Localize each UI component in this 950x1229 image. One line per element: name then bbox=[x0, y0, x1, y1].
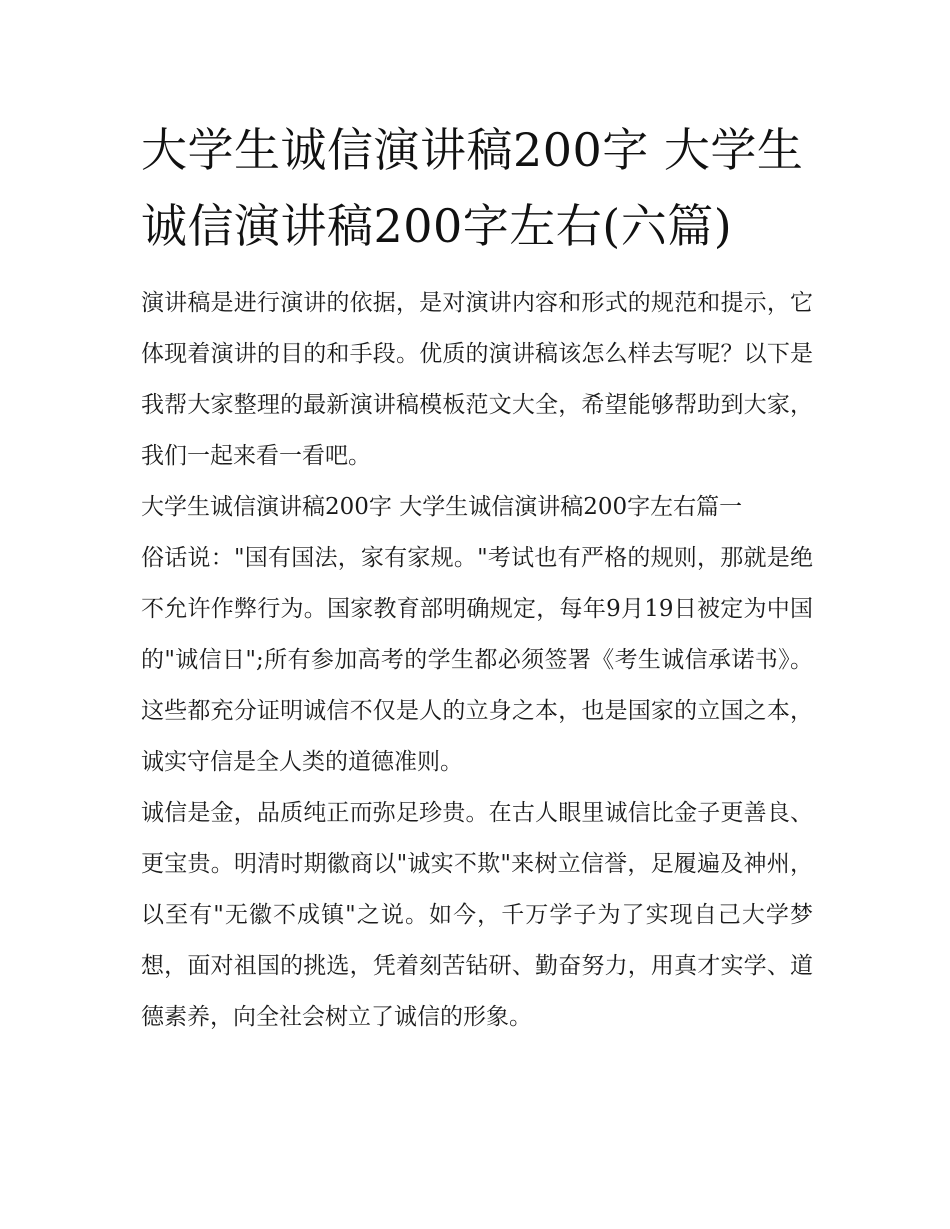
body-paragraph: 俗话说："国有国法，家有家规。"考试也有严格的规则，那就是绝不允许作弊行为。国家教育部明确规定，每年9月19日被定为中国的"诚信日";所有参加高考的学生都必须签署《考生诚信承诺书》。这些都充分证明诚信不仅是人的立身之本，也是国家的立国之本，诚实守信是全人类的道德准则。 bbox=[141, 545, 813, 775]
section-heading: 大学生诚信演讲稿200字 大学生诚信演讲稿200字左右篇一 bbox=[141, 494, 743, 520]
intro-paragraph: 演讲稿是进行演讲的依据，是对演讲内容和形式的规范和提示，它体现着演讲的目的和手段。优质的演讲稿该怎么样去写呢？以下是我帮大家整理的最新演讲稿模板范文大全，希望能够帮助到大家，我们一起来看一看吧。 bbox=[141, 290, 813, 469]
body-paragraph: 诚信是金，品质纯正而弥足珍贵。在古人眼里诚信比金子更善良、更宝贵。明清时期徽商以"诚实不欺"来树立信誉，足履遍及神州，以至有"无徽不成镇"之说。如今，千万学子为了实现自己大学梦想，面对祖国的挑选，凭着刻苦钻研、勤奋努力，用真才实学、道德素养，向全社会树立了诚信的形象。 bbox=[141, 800, 813, 1030]
document-title: 大学生诚信演讲稿200字 大学生诚信演讲稿200字左右(六篇) bbox=[141, 123, 804, 253]
document-body bbox=[141, 112, 813, 1043]
